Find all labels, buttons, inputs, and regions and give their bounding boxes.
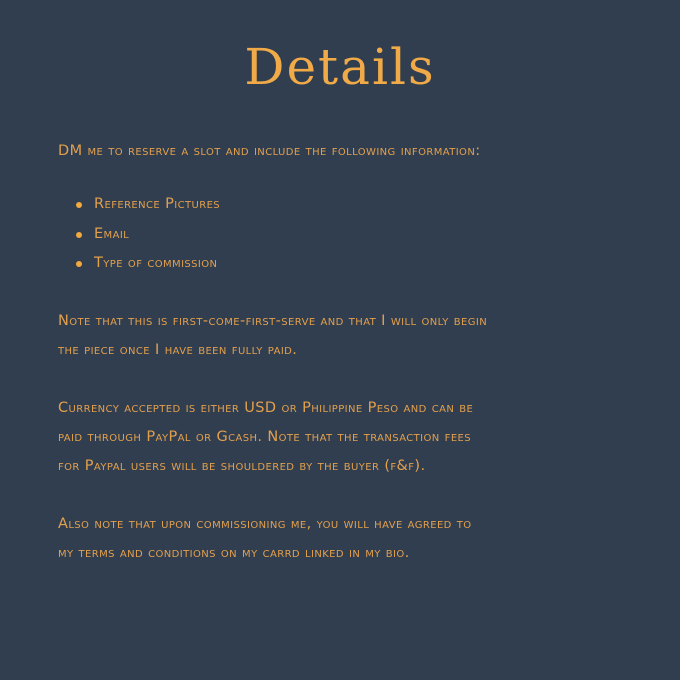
terms-note [58,510,622,568]
currency-note [58,394,622,481]
list-item [76,220,622,250]
payment-note [58,307,622,365]
list-item [76,249,622,279]
bullet-icon [76,261,82,267]
note-line: Note that this is first-come-first-serve and that I will only begin [58,312,488,329]
note-line: the piece once I have been fully paid. [58,341,298,358]
intro-text: DM me to reserve a slot and include the following information: [58,143,481,159]
currency-line: Currency accepted is either USD or Philippine Peso and can be [58,399,474,416]
terms-line: Also note that upon commissioning me, you will have agreed to [58,515,472,532]
list-item-label: Reference Pictures [94,196,221,212]
currency-line: for Paypal users will be shouldered by the buyer (f&f). [58,457,426,474]
page-title: Details [244,38,436,96]
bullet-icon [76,232,82,238]
list-item-label: Type of commission [94,255,218,271]
terms-line: my terms and conditions on my carrd linked in my bio. [58,544,410,561]
currency-line: paid through PayPal or Gcash. Note that the transaction fees [58,428,472,445]
list-item-label: Email [94,225,130,242]
list-item [76,190,622,220]
requirements-list [58,190,622,279]
bullet-icon [76,202,82,208]
